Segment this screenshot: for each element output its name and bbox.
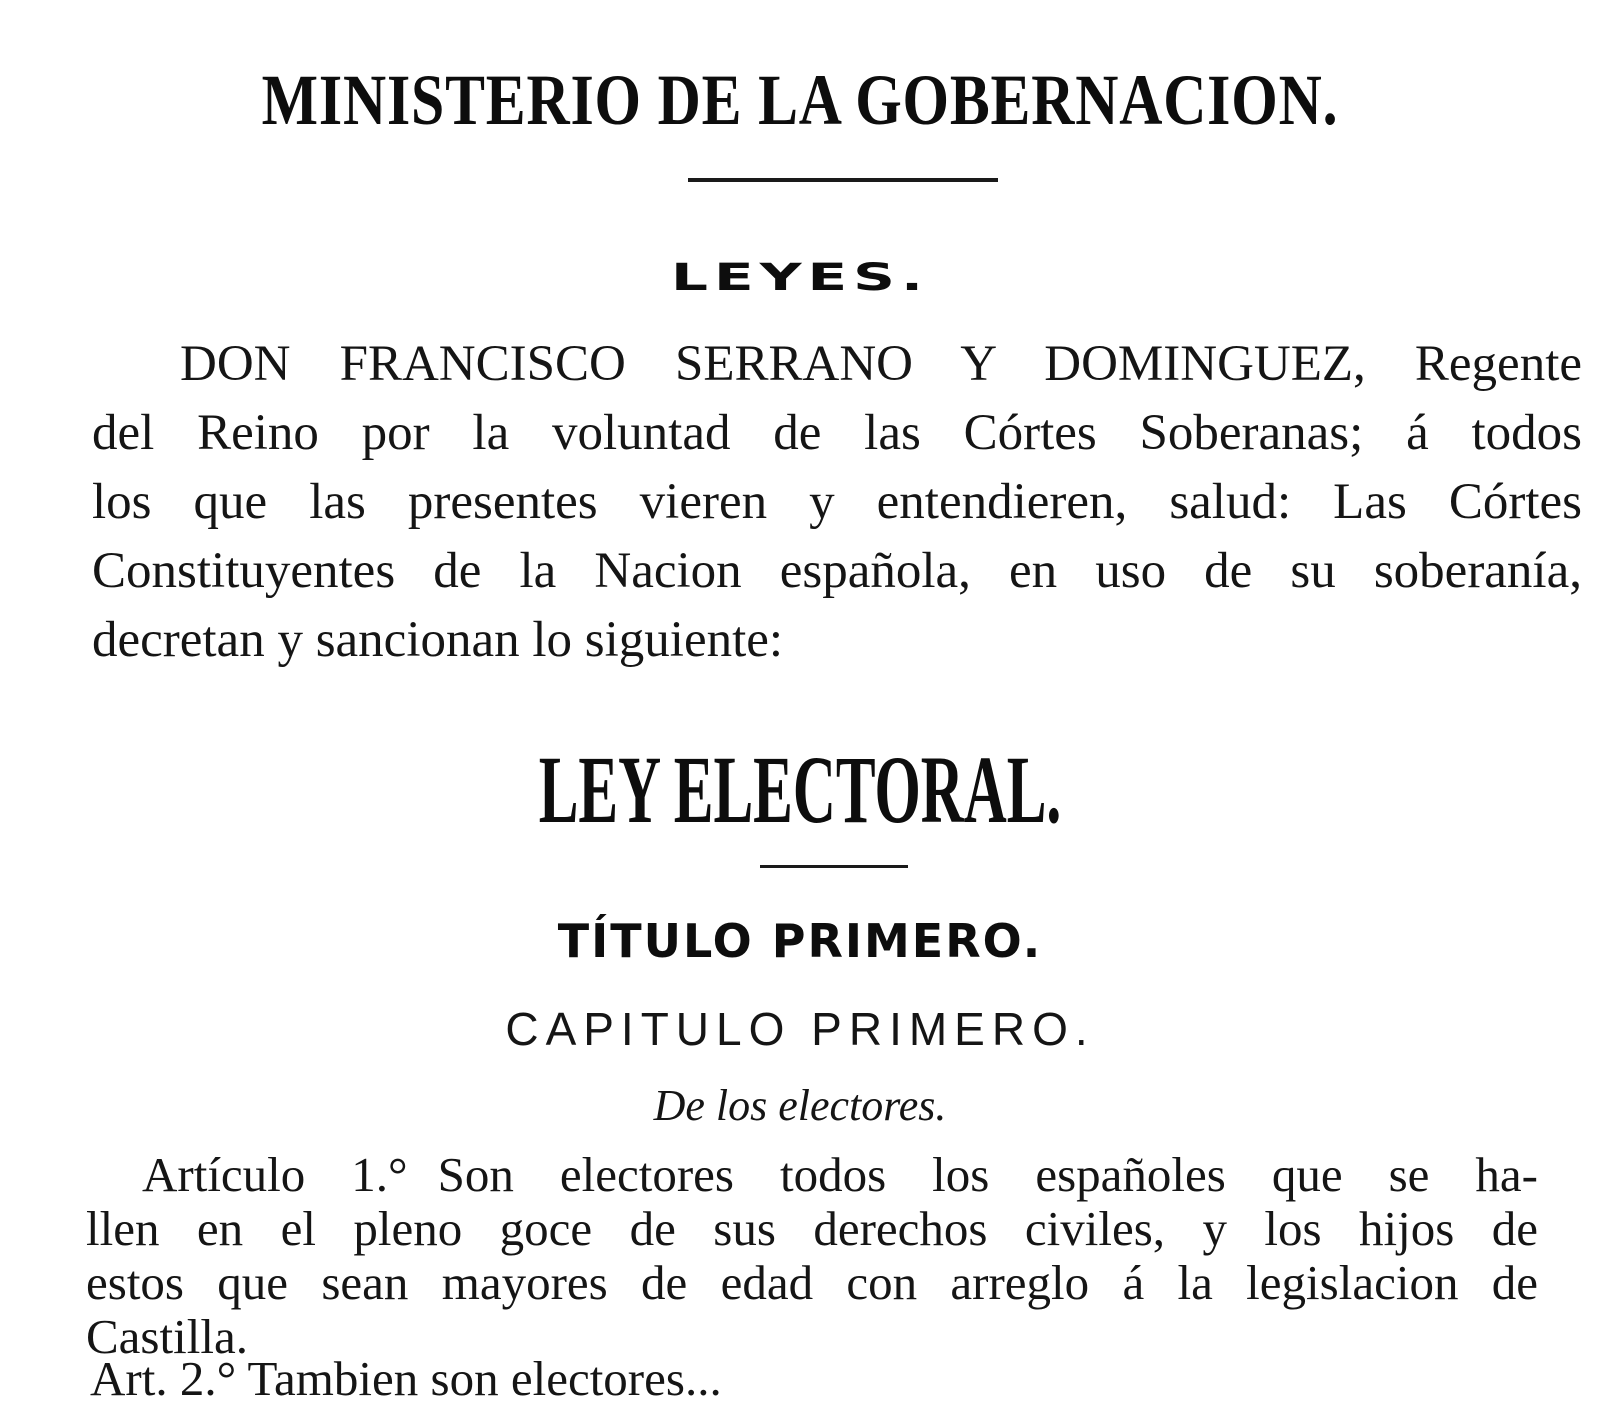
article-number: Artículo 1.° (142, 1147, 408, 1202)
chapter-subtitle: De los electores. (653, 1081, 947, 1130)
preamble-line: los que las presentes vieren y entendieren, salud: Las Córtes (92, 474, 1582, 530)
article-text: Son electores todos los españoles que se ha- (437, 1147, 1538, 1202)
ministry-heading: MINISTERIO DE LA GOBERNACION. (261, 60, 1339, 140)
article-line: estos que sean mayores de edad con arreglo á la legislacion de (86, 1255, 1538, 1310)
preamble-line: DON FRANCISCO SERRANO Y DOMINGUEZ, Regente (180, 336, 1582, 392)
preamble-line: del Reino por la voluntad de las Córtes Soberanas; á todos (92, 405, 1582, 461)
divider-rule (760, 865, 908, 868)
article-paragraph (86, 1148, 1538, 1364)
section-heading: LEYES. (670, 254, 929, 300)
preamble-line: decretan y sancionan lo siguiente: (92, 612, 784, 668)
cutoff-next-line (86, 1351, 1538, 1407)
preamble-line: Constituyentes de la Nacion española, en uso de su soberanía, (92, 543, 1582, 599)
divider-rule (688, 178, 998, 182)
capitulo-heading: CAPITULO PRIMERO. (505, 1003, 1095, 1055)
article-line: llen en el pleno goce de sus derechos civiles, y los hijos de (86, 1201, 1538, 1256)
article-2-partial: Art. 2.° Tambien son electores... (90, 1351, 722, 1406)
law-title: LEY ELECTORAL. (538, 736, 1062, 843)
titulo-heading: TÍTULO PRIMERO. (557, 914, 1043, 968)
preamble-paragraph (92, 330, 1582, 675)
article-line: Castilla. (86, 1309, 248, 1364)
article-line (86, 1148, 1538, 1202)
